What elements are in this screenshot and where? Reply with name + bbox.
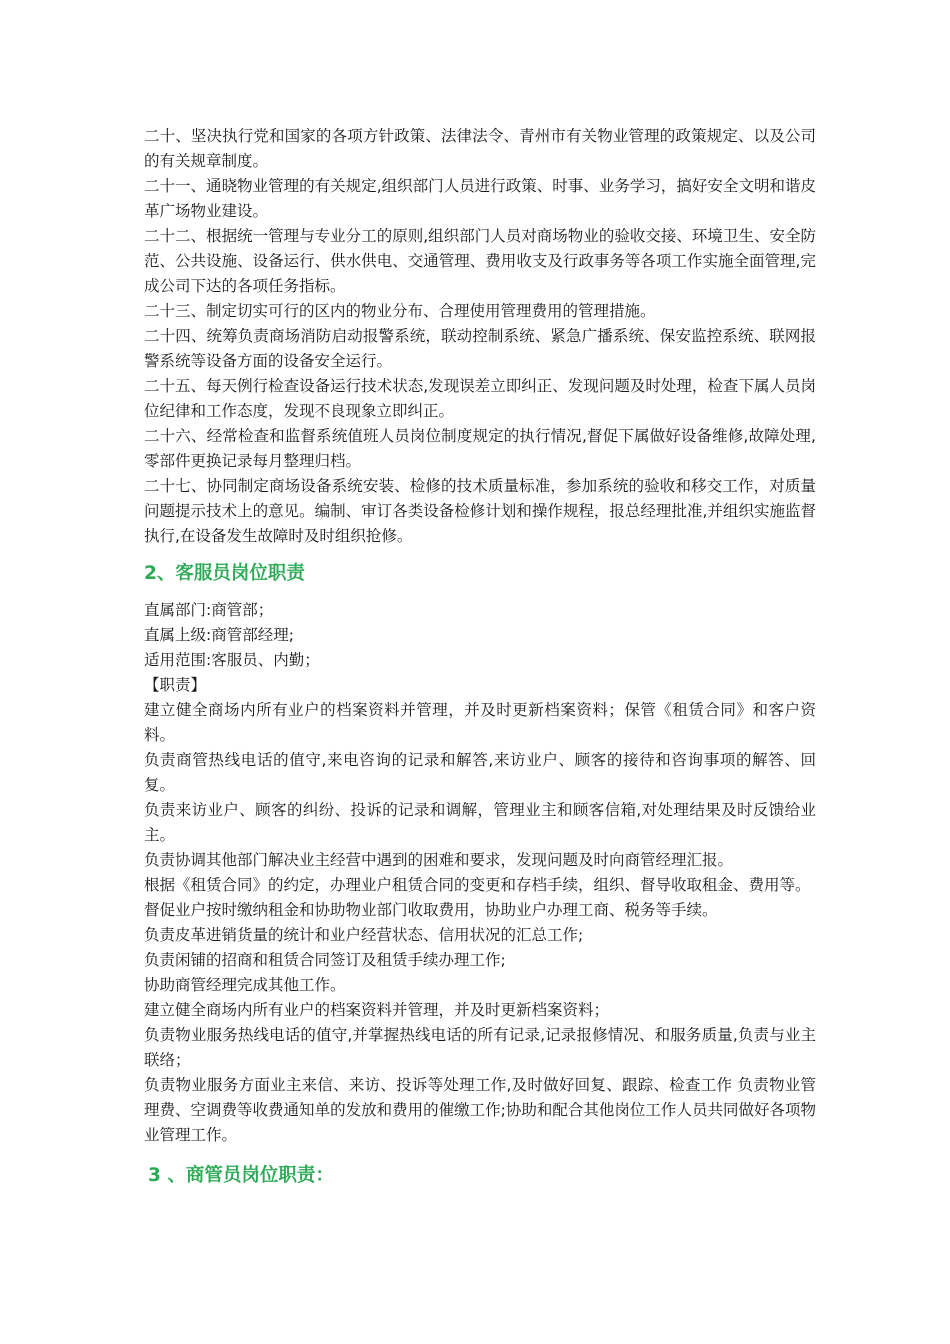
department-line: 直属部门:商管部； [144, 601, 274, 619]
cs-duty-item: 负责来访业户、顾客的纠纷、投诉的记录和调解，管理业主和顾客信箱,对处理结果及时反馈给业主。 [144, 801, 816, 844]
section-3-heading: 3 、商管员岗位职责： [148, 1165, 334, 1186]
cs-duty-item: 负责闲铺的招商和租赁合同签订及租赁手续办理工作; [144, 951, 506, 969]
scope-line: 适用范围:客服员、内勤； [144, 651, 320, 669]
cs-duty-item: 协助商管经理完成其他工作。 [144, 976, 346, 994]
section-1-duties [144, 124, 816, 549]
cs-duty-item: 建立健全商场内所有业户的档案资料并管理，并及时更新档案资料；保管《租赁合同》和客户资料。 [144, 701, 816, 744]
section-2-heading: 2、客服员岗位职责 [144, 563, 305, 584]
duty-item-26: 二十六、经常检查和监督系统值班人员岗位制度规定的执行情况,督促下属做好设备维修,故障处理,零部件更换记录每月整理归档。 [144, 427, 816, 470]
cs-duty-item: 负责皮革进销货量的统计和业户经营状态、信用状况的汇总工作; [144, 926, 584, 944]
supervisor-line: 直属上级:商管部经理; [144, 626, 294, 644]
cs-duty-item: 建立健全商场内所有业户的档案资料并管理，并及时更新档案资料； [144, 1001, 610, 1019]
cs-duty-item: 负责商管热线电话的值守,来电咨询的记录和解答,来访业户、顾客的接待和咨询事项的解答、回复。 [144, 751, 816, 794]
cs-duty-item: 负责物业服务热线电话的值守,并掌握热线电话的所有记录,记录报修情况、和服务质量,负责与业主联络； [144, 1026, 816, 1069]
duty-item-23: 二十三、制定切实可行的区内的物业分布、合理使用管理费用的管理措施。 [144, 302, 656, 320]
duty-item-22: 二十二、根据统一管理与专业分工的原则,组织部门人员对商场物业的验收交接、环境卫生、安全防范、公共设施、设备运行、供水供电、交通管理、费用收支及行政事务等各项工作实施全面管理,完成公司下达的各项任务指标。 [144, 227, 816, 295]
cs-duty-item: 负责协调其他部门解决业主经营中遇到的困难和要求，发现问题及时向商管经理汇报。 [144, 851, 734, 869]
duty-item-27: 二十七、协同制定商场设备系统安装、检修的技术质量标准，参加系统的验收和移交工作，对质量问题提示技术上的意见。编制、审订各类设备检修计划和操作规程，报总经理批准,并组织实施监督执行,在设备发生故障时及时组织抢修。 [144, 477, 816, 545]
duty-item-20: 二十、坚决执行党和国家的各项方针政策、法律法令、青州市有关物业管理的政策规定、以及公司的有关规章制度。 [144, 127, 816, 170]
cs-duty-item: 根据《租赁合同》的约定，办理业户租赁合同的变更和存档手续，组织、督导收取租金、费用等。 [144, 876, 811, 894]
section-2-body [144, 598, 816, 1148]
cs-duty-item: 督促业户按时缴纳租金和协助物业部门收取费用，协助业户办理工商、税务等手续。 [144, 901, 718, 919]
duty-item-21: 二十一、通晓物业管理的有关规定,组织部门人员进行政策、时事、业务学习，搞好安全文明和谐皮革广场物业建设。 [144, 177, 816, 220]
document-page [144, 124, 816, 1200]
duty-item-24: 二十四、统筹负责商场消防启动报警系统，联动控制系统、紧急广播系统、保安监控系统、联网报警系统等设备方面的设备安全运行。 [144, 327, 816, 370]
duty-item-25: 二十五、每天例行检查设备运行技术状态,发现误差立即纠正、发现问题及时处理，检查下属人员岗位纪律和工作态度，发现不良现象立即纠正。 [144, 377, 816, 420]
cs-duty-item: 负责物业服务方面业主来信、来访、投诉等处理工作,及时做好回复、跟踪、检查工作 负责物业管理费、空调费等收费通知单的发放和费用的催缴工作;协助和配合其他岗位工作人员共同做好各项物业管理工作。 [144, 1076, 816, 1144]
duties-label: 【职责】 [144, 676, 207, 694]
